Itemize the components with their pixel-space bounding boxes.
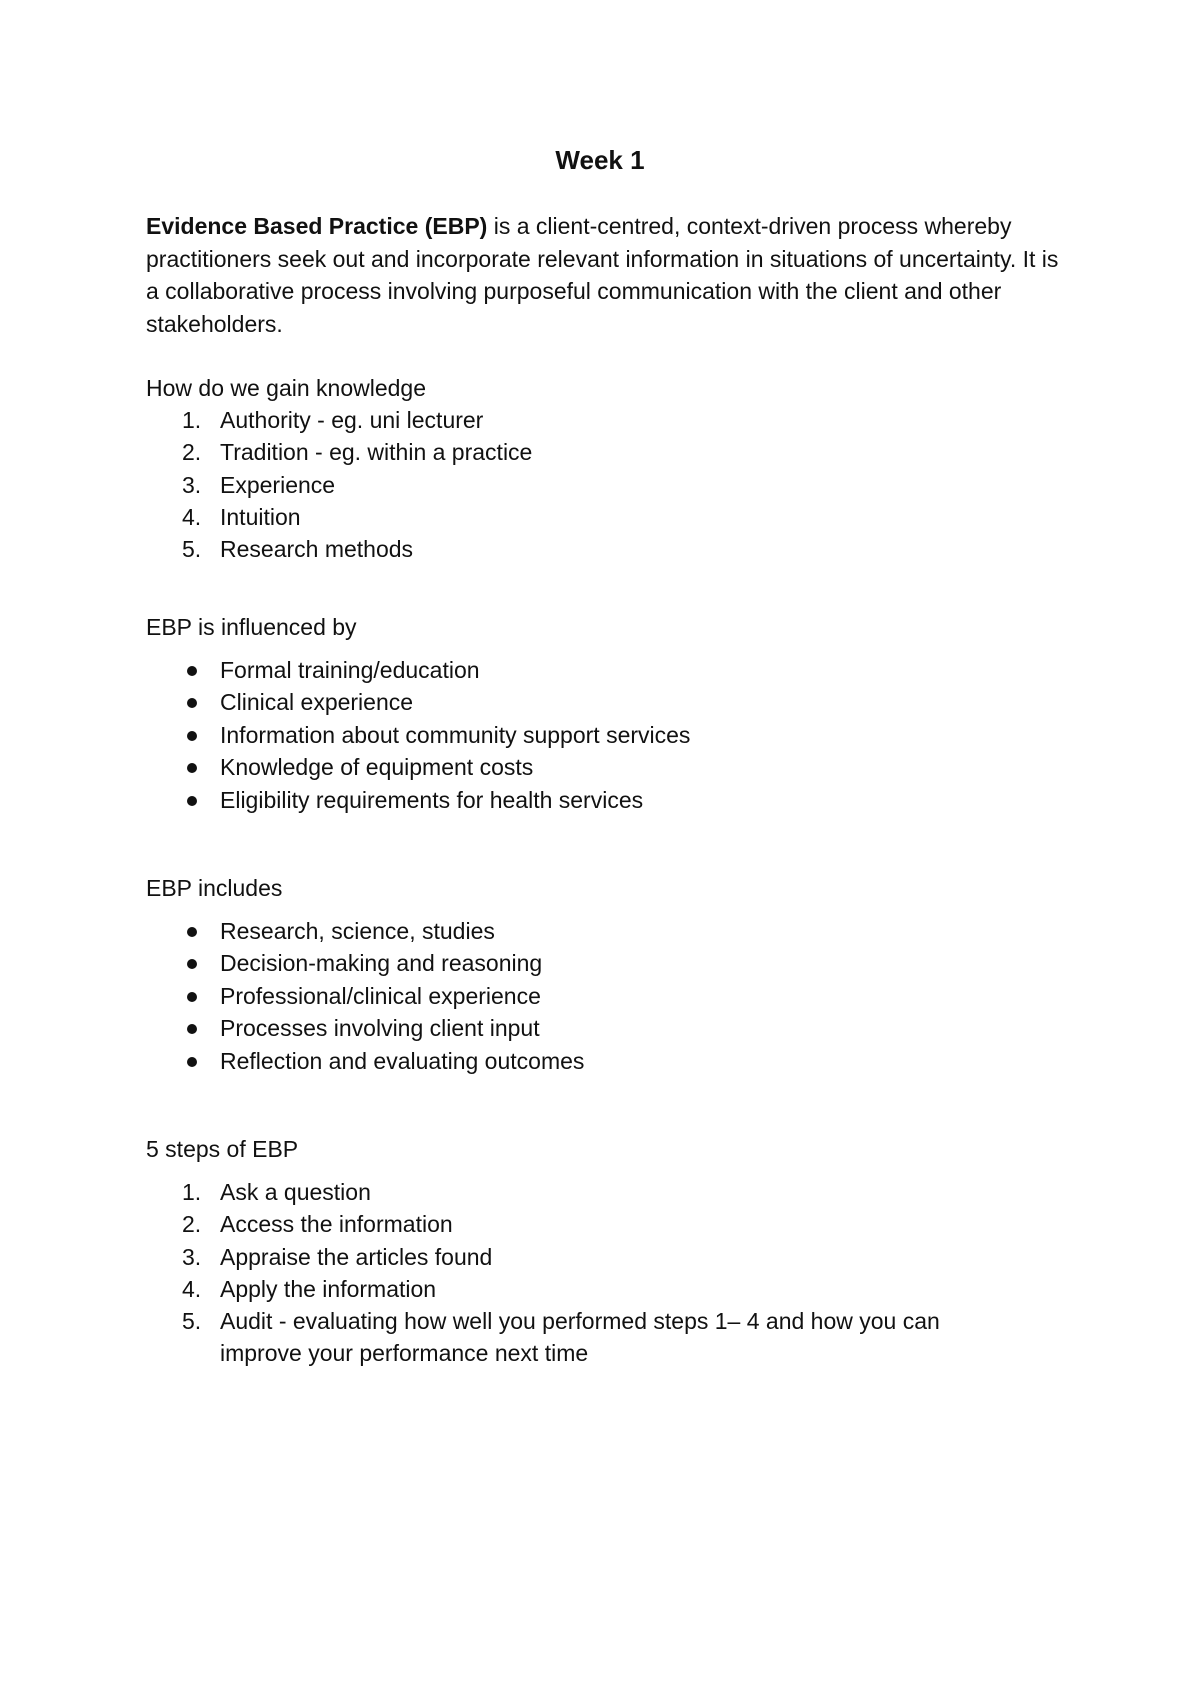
- list-item-text: Knowledge of equipment costs: [220, 754, 534, 781]
- list-item: [146, 686, 1066, 718]
- list-item: [146, 436, 1066, 468]
- list-item-text: Ask a question: [220, 1179, 371, 1205]
- list-item-text: Apply the information: [220, 1275, 437, 1302]
- list-number: 2.: [182, 1211, 202, 1238]
- knowledge-heading: How do we gain knowledge: [146, 375, 427, 401]
- list-item-text: Research, science, studies: [220, 918, 495, 944]
- bullet-icon: [187, 927, 197, 937]
- list-item-text: Reflection and evaluating outcomes: [220, 1047, 585, 1074]
- list-item-text: Audit - evaluating how well you performed steps 1– 4 and how you can improve your performance next time: [220, 1308, 940, 1367]
- list-number: 3.: [182, 471, 202, 498]
- list-item: [146, 1208, 1006, 1240]
- steps-list: [146, 1176, 1006, 1370]
- includes-list: [146, 915, 1066, 1077]
- list-item-text: Decision-making and reasoning: [220, 950, 543, 977]
- list-item: [146, 404, 1066, 436]
- list-item: [146, 915, 1066, 947]
- list-item: [146, 751, 1066, 783]
- steps-heading: 5 steps of EBP: [146, 1136, 299, 1162]
- page-title: Week 1: [555, 145, 645, 175]
- intro-bold-term: Evidence Based Practice (EBP): [146, 213, 488, 239]
- list-item-text: Information about community support services: [220, 721, 691, 748]
- bullet-icon: [187, 1057, 197, 1067]
- bullet-icon: [187, 763, 197, 773]
- list-item: [146, 719, 1066, 751]
- list-item: [146, 947, 1066, 979]
- list-item: [146, 1241, 1006, 1273]
- list-item-text: Clinical experience: [220, 689, 414, 716]
- list-number: 4.: [182, 503, 202, 530]
- list-number: 1.: [182, 407, 202, 433]
- intro-paragraph: [146, 210, 1066, 340]
- list-item-text: Tradition - eg. within a practice: [220, 439, 533, 466]
- list-item-text: Eligibility requirements for health services: [220, 786, 644, 813]
- list-number: 4.: [182, 1275, 202, 1302]
- list-item: [146, 533, 1066, 565]
- list-item-text: Access the information: [220, 1211, 453, 1238]
- list-item: [146, 1305, 1006, 1370]
- bullet-icon: [187, 992, 197, 1002]
- includes-heading: EBP includes: [146, 875, 283, 901]
- bullet-icon: [187, 666, 197, 676]
- list-item: [146, 1273, 1006, 1305]
- list-number: 2.: [182, 439, 202, 466]
- bullet-icon: [187, 796, 197, 806]
- list-number: 5.: [182, 1308, 202, 1335]
- list-item-text: Authority - eg. uni lecturer: [220, 407, 484, 433]
- list-item: [146, 1045, 1066, 1077]
- list-item-text: Processes involving client input: [220, 1015, 540, 1042]
- list-item: [146, 980, 1066, 1012]
- list-item-text: Research methods: [220, 536, 414, 563]
- list-item-text: Experience: [220, 471, 336, 498]
- bullet-icon: [187, 1024, 197, 1034]
- list-item-text: Appraise the articles found: [220, 1243, 493, 1270]
- list-item-text: Intuition: [220, 503, 301, 530]
- bullet-icon: [187, 698, 197, 708]
- list-item: [146, 784, 1066, 816]
- bullet-icon: [187, 731, 197, 741]
- list-item: [146, 654, 1066, 686]
- list-item: [146, 1012, 1066, 1044]
- knowledge-list: [146, 404, 1066, 565]
- list-item-text: Professional/clinical experience: [220, 982, 541, 1009]
- influenced-heading: EBP is influenced by: [146, 614, 357, 640]
- list-number: 1.: [182, 1179, 202, 1205]
- list-item: [146, 469, 1066, 501]
- list-item-text: Formal training/education: [220, 657, 480, 683]
- bullet-icon: [187, 959, 197, 969]
- list-number: 3.: [182, 1243, 202, 1270]
- intro-text: is a client-centred, context-driven process whereby practitioners seek out and incorporate relevant information in situations of uncertainty. It is a collaborative process involving purposeful communication with the client and other stakeholders.: [146, 213, 1059, 337]
- list-number: 5.: [182, 536, 202, 563]
- list-item: [146, 501, 1066, 533]
- list-item: [146, 1176, 1006, 1208]
- influenced-list: [146, 654, 1066, 816]
